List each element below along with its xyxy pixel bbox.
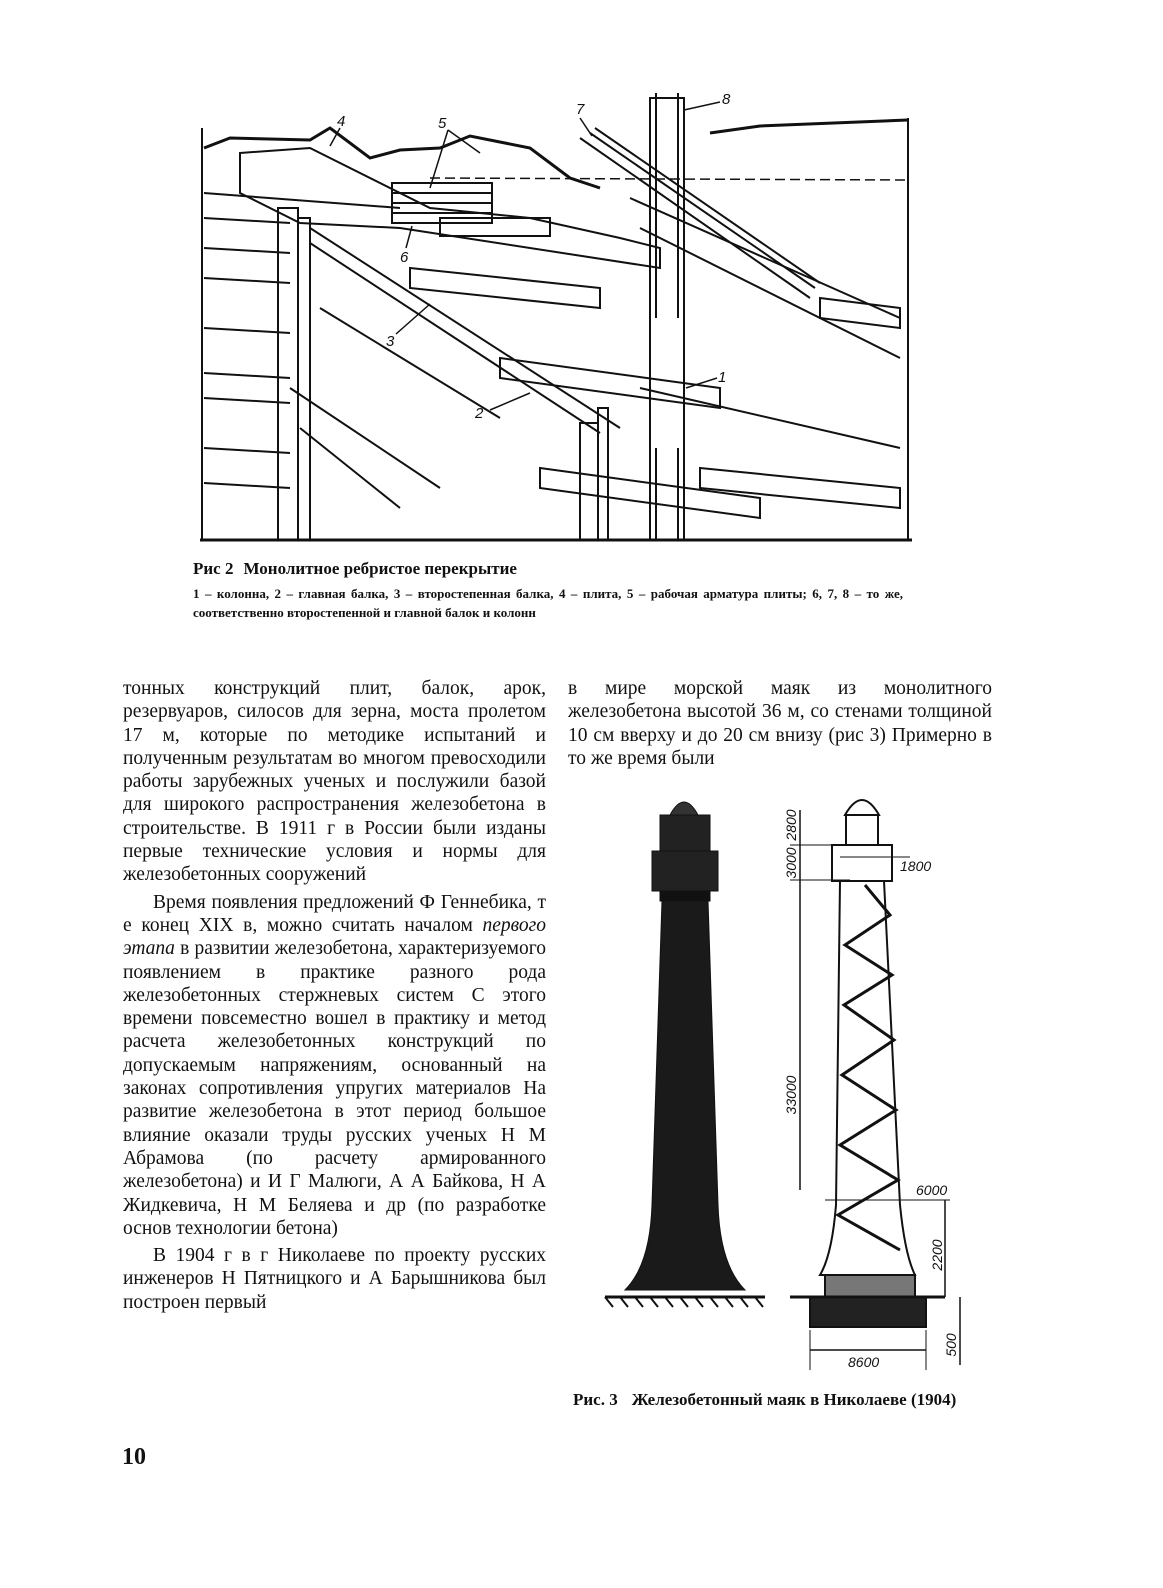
dim-2200: 2200	[929, 1239, 945, 1271]
label-7: 7	[576, 101, 585, 118]
figure-2-caption	[193, 559, 517, 579]
dim-33000: 33000	[783, 1075, 799, 1115]
left-paragraph-1: тонных конструкций плит, балок, арок, резервуаров, силосов для зерна, моста пролетом 17 м, которые по методике испытаний и полученным результатам во многом превосходили работы зарубежных ученых и послужили базой для широкого распространения железобетона в строительстве. В 1911 г в России были изданы первые технические условия и нормы для железобетонных сооружений	[123, 678, 546, 886]
right-paragraph-1: в мире морской маяк из монолитного железобетона высотой 36 м, со стенами толщиной 10 см вверху и до 20 см внизу (рис 3) Примерно в то же время были	[568, 678, 992, 769]
label-5: 5	[438, 115, 447, 132]
dim-1800: 1800	[900, 858, 932, 874]
left-paragraph-2-end: в развитии железобетона, характеризуемого появлением в практике разного рода железобетонных стержневых систем С этого времени повсеместно вошел в практику и метод расчета железобетонных конструкций по допускаемым напряжениям, основанный на законах сопротивления упругих материалов На развитие железобетона в этот период большое влияние оказали труды русских ученых Н М Абрамова (по расчету армированного железобетона) и И Г Малюги, А А Байкова, Н А Жидкевича, Н М Беляева и др (по разработке основ технологии бетона)	[123, 938, 546, 1239]
figure-2-floor-drawing	[200, 88, 912, 553]
lighthouse-section	[790, 800, 960, 1370]
lighthouse-elevation	[605, 802, 765, 1307]
figure-3-caption-label: Рис. 3	[573, 1390, 618, 1409]
page-number: 10	[122, 1444, 146, 1470]
dim-3000: 3000	[783, 847, 799, 879]
figure-3-lighthouse-drawing	[600, 785, 1000, 1385]
label-8: 8	[722, 91, 731, 108]
left-column	[123, 677, 546, 1314]
dim-6000: 6000	[916, 1182, 948, 1198]
figure-3-caption	[573, 1388, 1005, 1411]
right-column	[568, 677, 992, 770]
label-4: 4	[337, 113, 346, 130]
first-stage-emphasis: первого этапа	[123, 914, 546, 960]
figure-3-caption-title: Железобетонный маяк в Николаеве (1904)	[631, 1390, 957, 1409]
left-paragraph-2-start: Время появления предложений Ф Геннебика, т е конец XIX в, можно считать началом	[123, 891, 546, 936]
label-2: 2	[475, 405, 484, 422]
figure-2-caption-title: Монолитное ребристое перекрытие	[243, 559, 517, 578]
left-paragraph-3: В 1904 г в г Николаеве по проекту русских инженеров Н Пятницкого и А Барышникова был построен первый	[123, 1245, 546, 1313]
left-paragraph-2	[123, 891, 546, 1240]
dim-8600: 8600	[848, 1354, 880, 1370]
dim-2800: 2800	[783, 809, 799, 841]
figure-2-caption-label: Рис 2	[193, 559, 234, 578]
label-6: 6	[400, 249, 409, 266]
label-3: 3	[386, 333, 395, 350]
label-1: 1	[718, 369, 727, 386]
dim-500: 500	[943, 1333, 959, 1357]
figure-2-legend: 1 – колонна, 2 – главная балка, 3 – второстепенная балка, 4 – плита, 5 – рабочая арматура плиты; 6, 7, 8 – то же, соответственно второстепенной и главной балок и колонн	[193, 586, 903, 620]
